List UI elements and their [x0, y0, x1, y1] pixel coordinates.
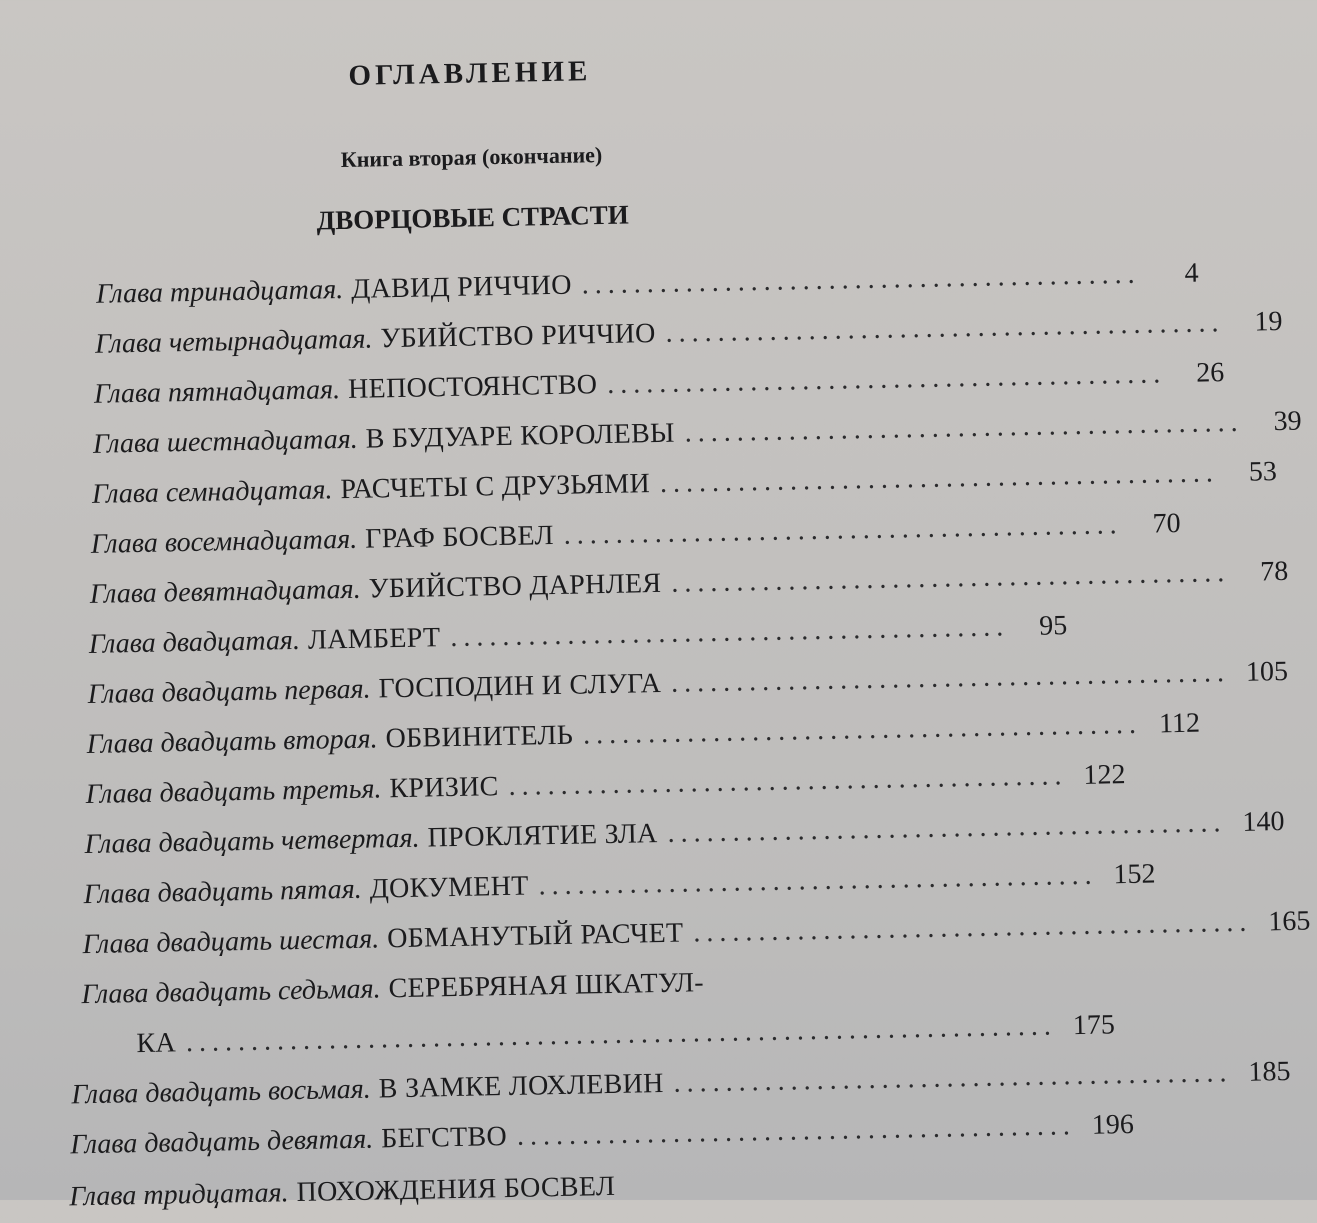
toc-entry: Глава семнадцатая . РАСЧЕТЫ С ДРУЗЬЯМИ ........................................... 53 [91, 456, 1278, 510]
toc-title: ЛАМБЕРТ [307, 622, 441, 656]
toc-title: ГОСПОДИН И СЛУГА [378, 667, 662, 705]
leader-dots: ........................................... [673, 1057, 1233, 1099]
toc-entry: Глава четырнадцатая . УБИЙСТВО РИЧЧИО ........................................... 19 [94, 305, 1283, 360]
toc-page: 175 [1072, 1009, 1116, 1042]
toc-title: ДОКУМЕНТ [369, 870, 529, 905]
leader-dots: ........................................... [606, 358, 1167, 400]
toc-title: ОБВИНИТЕЛЬ [385, 719, 574, 755]
toc-title: НЕПОСТОЯНСТВО [347, 369, 598, 405]
toc-title: ПРОКЛЯТИЕ ЗЛА [427, 818, 658, 854]
toc-chapter: Глава двадцать девятая [70, 1123, 367, 1161]
leader-dots: ........................................... [667, 807, 1227, 849]
toc-entry: Глава двадцать вторая . ОБВИНИТЕЛЬ ........................................... 112 [86, 707, 1201, 760]
toc-entry: Глава двадцать седьмая . СЕРЕБРЯНАЯ ШКАТУЛ- [81, 967, 705, 1011]
toc-title: ПОХОЖДЕНИЯ БОСВЕЛ [296, 1170, 616, 1209]
toc-entry: Глава двадцать девятая . БЕГСТВО ........................................... 196 [70, 1108, 1135, 1161]
toc-page: 122 [1083, 759, 1126, 791]
leader-dots: ........................................... [684, 406, 1244, 449]
toc-title: В ЗАМКЕ ЛОХЛЕВИН [378, 1067, 664, 1105]
toc-page: 152 [1113, 858, 1156, 891]
toc-entry: Глава двадцать пятая . ДОКУМЕНТ ........................................... 152 [83, 858, 1156, 911]
toc-page: 196 [1091, 1108, 1135, 1141]
toc-page [704, 990, 756, 991]
leader-dots: ........................................... [516, 1110, 1077, 1152]
toc-entry: Глава пятнадцатая . НЕПОСТОЯНСТВО ........................................... 26 [93, 357, 1225, 410]
toc-entry: Глава тринадцатая . ДАВИД РИЧЧИО ........................................... 4 [95, 257, 1199, 310]
toc-title: СЕРЕБРЯНАЯ ШКАТУЛ- [388, 967, 705, 1005]
toc-entry: Глава двадцать шестая . ОБМАНУТЫЙ РАСЧЕТ ........................................... 165 [82, 905, 1311, 961]
toc-page: 39 [1273, 405, 1302, 438]
toc-page: 53 [1248, 456, 1278, 488]
toc-title: УБИЙСТВО ДАРНЛЕЯ [368, 567, 662, 605]
part-title: ДВОРЦОВЫЕ СТРАСТИ [316, 199, 630, 236]
toc-chapter: Глава пятнадцатая [93, 374, 334, 410]
leader-dots: ........................................... [450, 611, 1010, 653]
toc-page: 26 [1195, 357, 1225, 389]
toc-title: КА [136, 1027, 177, 1060]
toc-chapter: Глава двадцать четвертая [84, 822, 413, 861]
toc-chapter: Глава двадцать пятая [83, 873, 355, 911]
toc-title: КРИЗИС [389, 771, 499, 805]
toc-entry: Глава шестнадцатая . В БУДУАРЕ КОРОЛЕВЫ ........................................... 39 [92, 405, 1302, 460]
toc-page: 165 [1267, 905, 1311, 938]
leader-dots: ........................................... [538, 859, 1098, 902]
toc-entry: Глава восемнадцатая . ГРАФ БОСВЕЛ ........................................... 70 [90, 507, 1181, 560]
toc-title: ДАВИД РИЧЧИО [350, 269, 572, 305]
toc-chapter: Глава двадцать седьмая [81, 973, 374, 1011]
toc-title: УБИЙСТВО РИЧЧИО [380, 318, 656, 355]
toc-chapter: Глава шестнадцатая [92, 423, 351, 460]
toc-entry-continuation [136, 1009, 1116, 1068]
toc-page: 112 [1158, 707, 1201, 740]
toc-chapter: Глава четырнадцатая [94, 323, 366, 360]
toc-title: В БУДУАРЕ КОРОЛЕВЫ [365, 417, 676, 455]
leader-dots: ................................................................... [185, 1010, 1058, 1059]
toc-page: 70 [1152, 507, 1181, 540]
toc-chapter: Глава двадцатая [88, 625, 294, 660]
book-subtitle: Книга вторая (окончание) [340, 141, 603, 173]
toc-chapter: Глава двадцать первая [87, 673, 364, 710]
leader-dots: ........................................... [508, 760, 1068, 802]
leader-dots: ........................................... [671, 557, 1231, 599]
toc-chapter: Глава девятнадцатая [89, 573, 354, 610]
leader-dots: ........................................... [693, 906, 1253, 949]
toc-entry: Глава двадцать восьмая . В ЗАМКЕ ЛОХЛЕВИН ........................................... 185 [71, 1055, 1291, 1111]
toc-title: ОБМАНУТЫЙ РАСЧЕТ [386, 917, 684, 955]
toc-entry: Глава двадцать первая . ГОСПОДИН И СЛУГА ........................................... 105 [87, 655, 1289, 710]
toc-chapter: Глава семнадцатая [91, 474, 326, 510]
toc-entry: Глава девятнадцатая . УБИЙСТВО ДАРНЛЕЯ ........................................... 78 [89, 555, 1289, 610]
toc-page: 185 [1248, 1055, 1291, 1088]
toc-title: ГРАФ БОСВЕЛ [364, 519, 555, 555]
toc-entry-cut-off: Глава тридцатая . ПОХОЖДЕНИЯ БОСВЕЛ [69, 1170, 616, 1213]
toc-chapter: Глава восемнадцатая [90, 523, 351, 560]
leader-dots: ........................................... [563, 509, 1123, 551]
leader-dots: ........................................... [665, 307, 1225, 349]
toc-page: 19 [1254, 305, 1283, 338]
toc-chapter: Глава тринадцатая [95, 274, 337, 310]
toc-chapter: Глава двадцать шестая [82, 923, 373, 961]
leader-dots: ........................................... [659, 457, 1220, 499]
toc-chapter: Глава двадцать вторая [86, 723, 371, 760]
toc-chapter: Глава двадцать третья [85, 773, 375, 811]
toc-page: 4 [1184, 257, 1199, 289]
toc-title: РАСЧЕТЫ С ДРУЗЬЯМИ [340, 468, 651, 506]
contents-heading: ОГЛАВЛЕНИЕ [348, 55, 592, 92]
toc-title: БЕГСТВО [380, 1121, 508, 1155]
leader-dots: ........................................... [582, 708, 1143, 751]
toc-entry: Глава двадцатая . ЛАМБЕРТ ........................................... 95 [88, 610, 1068, 660]
toc-page: 78 [1259, 555, 1289, 588]
toc-page: 140 [1242, 806, 1285, 838]
leader-dots: ........................................... [670, 657, 1231, 699]
toc-entry: Глава двадцать четвертая . ПРОКЛЯТИЕ ЗЛА ........................................... 140 [84, 806, 1285, 861]
toc-chapter: Глава двадцать восьмая [71, 1073, 365, 1111]
leader-dots: ........................................... [581, 258, 1141, 301]
toc-page: 95 [1038, 610, 1068, 642]
toc-chapter: Глава тридцатая [69, 1177, 282, 1213]
toc-entry: Глава двадцать третья . КРИЗИС ........................................... 122 [85, 759, 1126, 811]
toc-page: 105 [1245, 655, 1289, 688]
